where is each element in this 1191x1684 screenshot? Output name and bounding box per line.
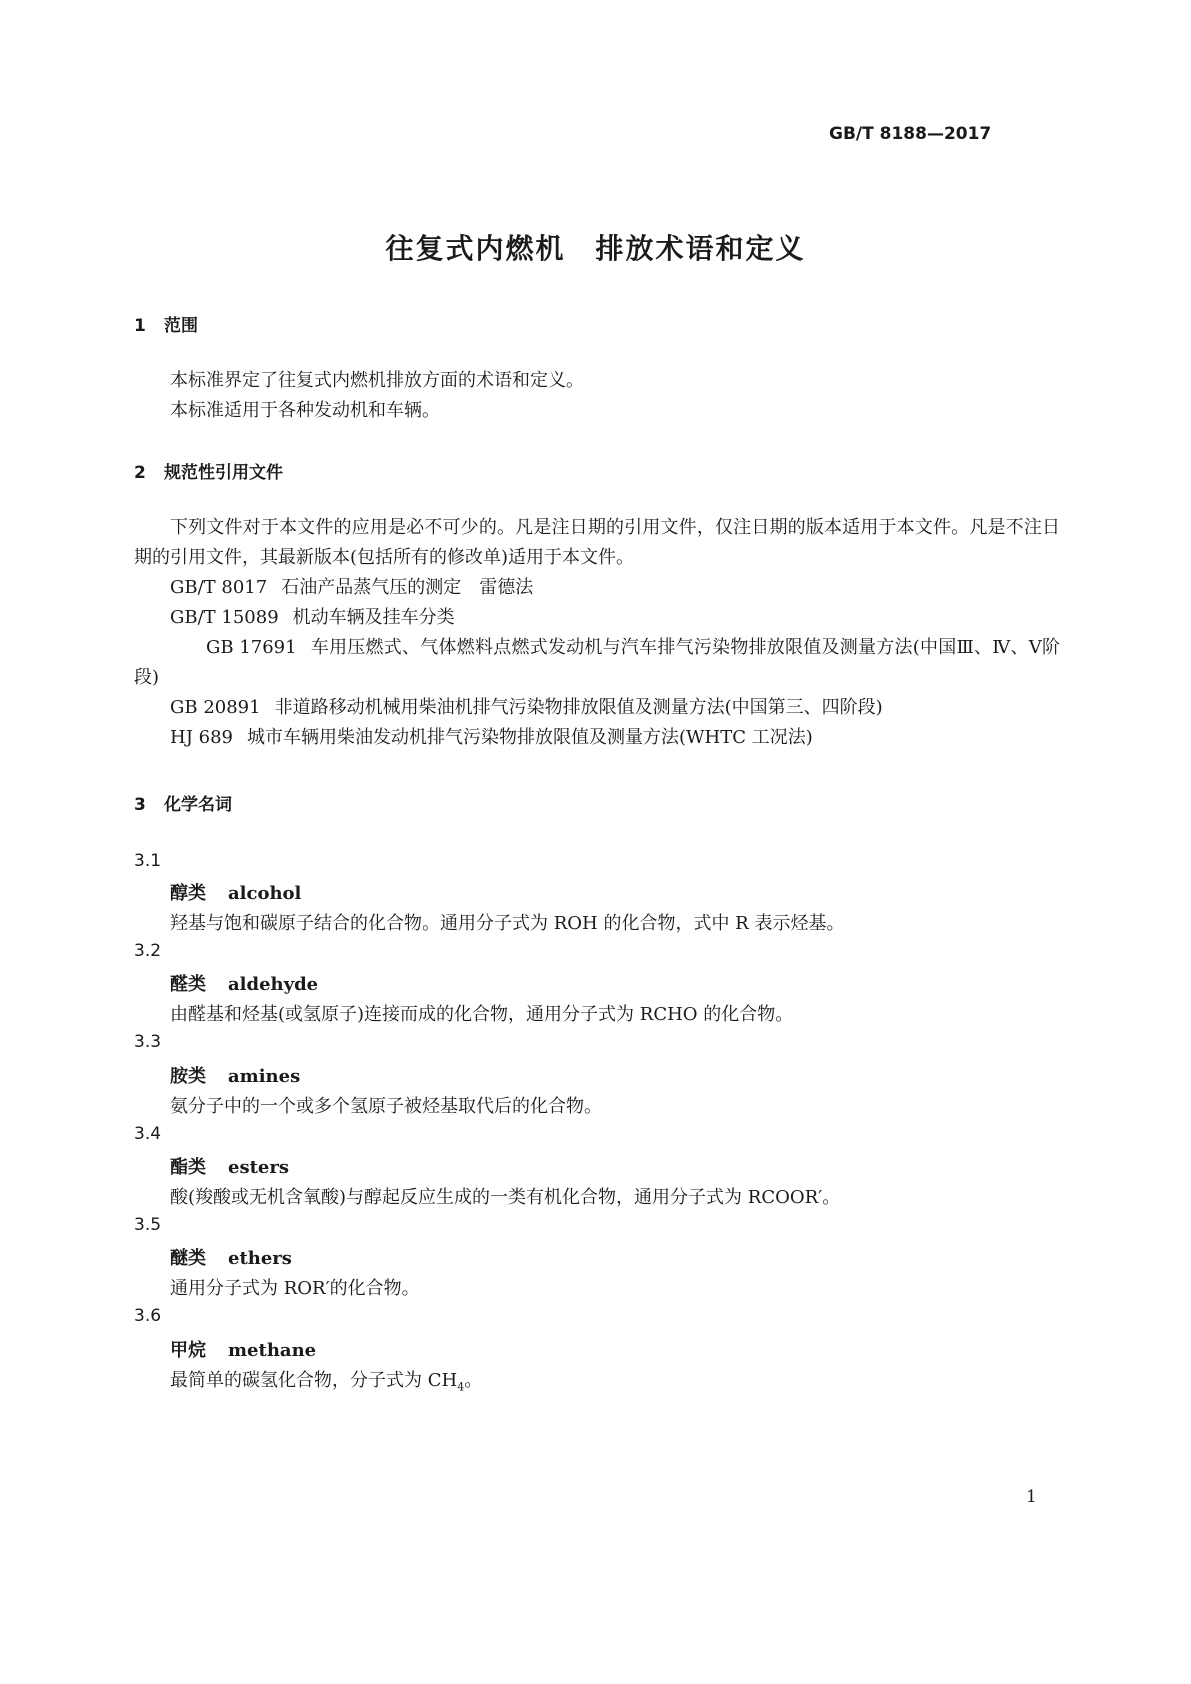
term-chinese: 酯类 xyxy=(170,1157,206,1178)
reference-code: GB/T 8017 xyxy=(170,577,268,598)
term-english: aldehyde xyxy=(228,974,319,995)
term-english: methane xyxy=(228,1340,317,1361)
term-chinese: 醛类 xyxy=(170,974,206,995)
paragraph: 本标准界定了往复式内燃机排放方面的术语和定义。 xyxy=(170,370,584,391)
reference-code: GB/T 15089 xyxy=(170,607,279,628)
term-heading xyxy=(170,1062,300,1088)
reference-title: 车用压燃式、气体燃料点燃式发动机与汽车排气污染物排放限值及测量方法(中国Ⅲ、Ⅳ、Ⅴ阶段) xyxy=(134,637,1060,688)
section-number: 1 xyxy=(134,316,146,336)
term-number: 3.3 xyxy=(134,1032,162,1052)
reference-title: 城市车辆用柴油发动机排气污染物排放限值及测量方法(WHTC 工况法) xyxy=(247,727,813,748)
reference-title: 非道路移动机械用柴油机排气污染物排放限值及测量方法(中国第三、四阶段) xyxy=(274,697,883,718)
term-english: alcohol xyxy=(228,883,302,904)
reference-title: 石油产品蒸气压的测定 雷德法 xyxy=(281,577,534,598)
paragraph: 本标准适用于各种发动机和车辆。 xyxy=(170,400,440,421)
section-title: 范围 xyxy=(164,316,198,336)
term-number: 3.6 xyxy=(134,1306,162,1326)
term-definition: 通用分子式为 ROR′的化合物。 xyxy=(170,1278,420,1299)
term-number: 3.4 xyxy=(134,1124,162,1144)
section-1-heading xyxy=(134,311,198,336)
section-3-heading xyxy=(134,790,232,815)
reference-item xyxy=(134,633,1060,693)
term-heading xyxy=(170,970,318,996)
term-number: 3.1 xyxy=(134,851,162,871)
term-heading xyxy=(170,1244,292,1270)
intro-paragraph: 下列文件对于本文件的应用是必不可少的。凡是注日期的引用文件，仅注日期的版本适用于本文件。凡是不注日期的引用文件，其最新版本(包括所有的修改单)适用于本文件。 xyxy=(134,517,1060,568)
subscript: 4 xyxy=(457,1380,465,1394)
section-2-heading xyxy=(134,458,283,483)
term-definition: 酸(羧酸或无机含氧酸)与醇起反应生成的一类有机化合物，通用分子式为 RCOOR′。 xyxy=(170,1187,841,1208)
reference-title: 机动车辆及挂车分类 xyxy=(292,607,455,628)
reference-item xyxy=(170,723,813,753)
term-number: 3.5 xyxy=(134,1215,162,1235)
definition-text: 。 xyxy=(464,1370,483,1391)
term-definition xyxy=(170,1366,482,1394)
term-definition: 氨分子中的一个或多个氢原子被烃基取代后的化合物。 xyxy=(170,1096,602,1117)
page-number: 1 xyxy=(1026,1487,1037,1507)
section-title: 规范性引用文件 xyxy=(164,463,283,483)
term-english: ethers xyxy=(228,1248,292,1269)
term-english: esters xyxy=(228,1157,289,1178)
term-definition: 由醛基和烃基(或氢原子)连接而成的化合物，通用分子式为 RCHO 的化合物。 xyxy=(170,1004,794,1025)
term-definition: 羟基与饱和碳原子结合的化合物。通用分子式为 ROH 的化合物，式中 R 表示烃基。 xyxy=(170,913,845,934)
section-number: 2 xyxy=(134,463,146,483)
term-chinese: 醚类 xyxy=(170,1248,206,1269)
reference-item xyxy=(170,693,883,723)
term-chinese: 醇类 xyxy=(170,883,206,904)
reference-code: GB 17691 xyxy=(206,637,297,658)
reference-item xyxy=(170,573,533,603)
term-heading xyxy=(170,879,301,905)
standard-number: GB/T 8188—2017 xyxy=(829,124,992,144)
term-heading xyxy=(170,1336,316,1362)
section-title: 化学名词 xyxy=(164,795,232,815)
section-number: 3 xyxy=(134,795,146,815)
term-english: amines xyxy=(228,1066,301,1087)
reference-item xyxy=(170,603,455,633)
reference-code: GB 20891 xyxy=(170,697,261,718)
reference-code: HJ 689 xyxy=(170,727,233,748)
term-number: 3.2 xyxy=(134,941,162,961)
term-chinese: 胺类 xyxy=(170,1066,206,1087)
document-title: 往复式内燃机 排放术语和定义 xyxy=(385,232,806,265)
definition-text: 最简单的碳氢化合物，分子式为 CH xyxy=(170,1370,458,1391)
term-heading xyxy=(170,1153,289,1179)
term-chinese: 甲烷 xyxy=(170,1340,206,1361)
